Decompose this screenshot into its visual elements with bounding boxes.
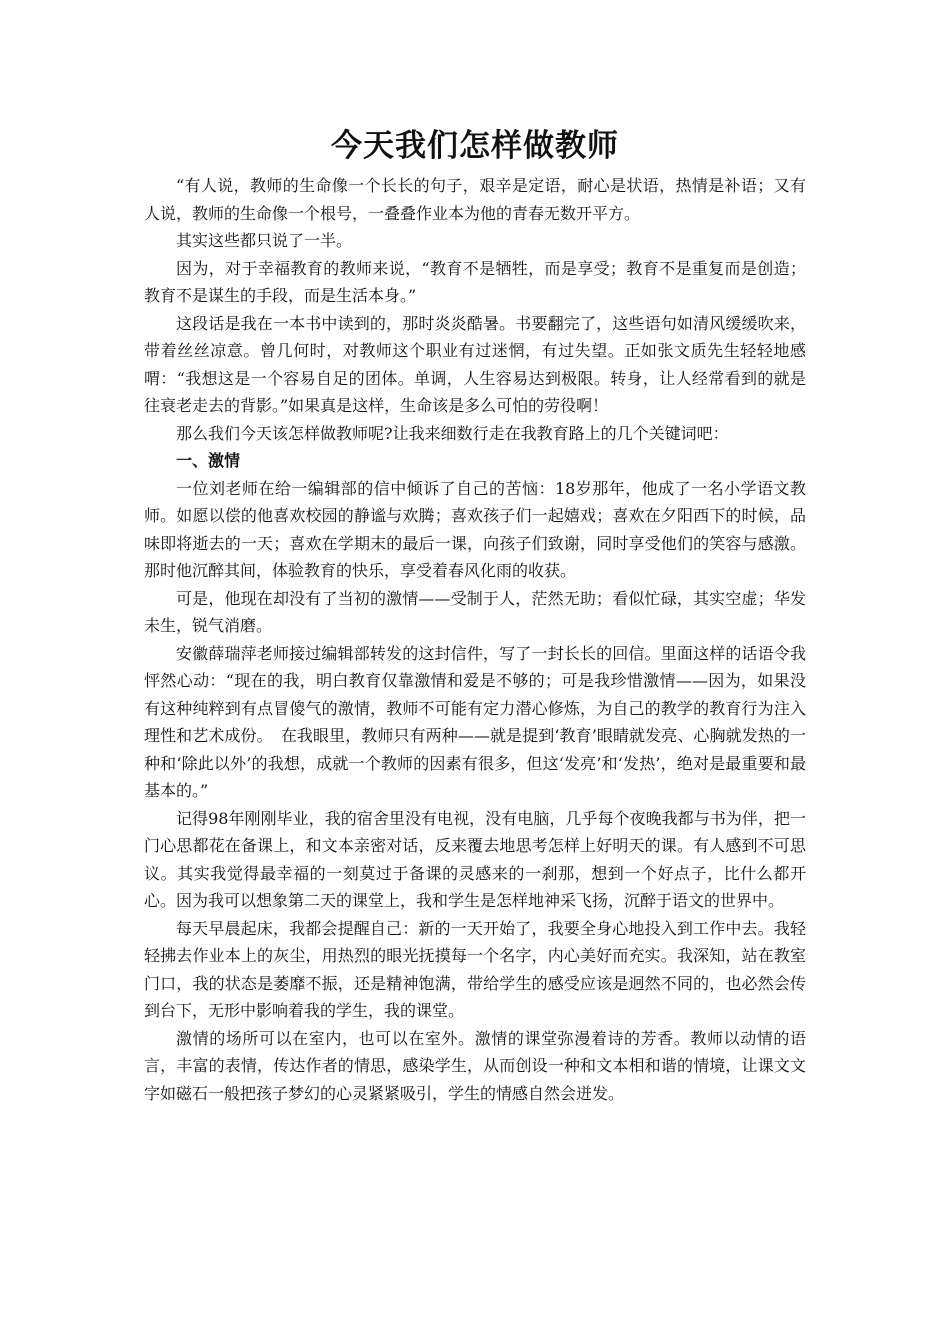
paragraph-book-reading: 这段话是我在一本书中读到的，那时炎炎酷暑。书要翻完了，这些语句如清风缓缓吹来，带着丝丝凉意。曾几何时，对教师这个职业有过迷惘，有过失望。正如张文质先生轻轻地感喟：“我想这是一个容易自足的团体。单调，人生容易达到极限。转身，让人经常看到的就是往衰老走去的背影。”如果真是这样，生命该是多么可怕的劳役啊！ [144, 313, 806, 415]
document-page [144, 124, 806, 1107]
paragraph-graduation-memory: 记得98年刚刚毕业，我的宿舍里没有电视，没有电脑，几乎每个夜晚我都与书为伴，把一门心思都花在备课上，和文本亲密对话，反来覆去地思考怎样上好明天的课。有人感到不可思议。其实我觉得最幸福的一刻莫过于备课的灵感来的一刹那，想到一个好点子，比什么都开心。因为我可以想象第二天的课堂上，我和学生是怎样地神采飞扬，沉醉于语文的世界中。 [144, 808, 806, 910]
paragraph-keywords-intro: 那么我们今天该怎样做教师呢?让我来细数行走在我教育路上的几个关键词吧： [176, 423, 729, 443]
document-title: 今天我们怎样做教师 [331, 128, 619, 164]
paragraph-reply-letter: 安徽薛瑞萍老师接过编辑部转发的这封信件，写了一封长长的回信。里面这样的话语令我怦然心动：“现在的我，明白教育仅靠激情和爱是不够的；可是我珍惜激情——因为，如果没有这种纯粹到有点冒傻气的激情，教师不可能有定力潜心修炼，为自己的教学的教育行为注入理性和艺术成份。 在我眼里，教师只有两种——就是提到‘教育’眼睛就发亮、心胸就发热的一种和‘除此以外’的我想，成就一个教师的因素有很多，但这‘发亮’和‘发热’，绝对是最重要和最基本的。” [144, 643, 806, 800]
paragraph-lost-passion: 可是，他现在却没有了当初的激情——受制于人，茫然无助；看似忙碌，其实空虚；华发未生，锐气消磨。 [144, 588, 806, 635]
paragraph-passion-places: 激情的场所可以在室内，也可以在室外。激情的课堂弥漫着诗的芳香。教师以动情的语言，丰富的表情，传达作者的情思，感染学生，从而创设一种和文本相和谐的情境，让课文文字如磁石一般把孩子梦幻的心灵紧紧吸引，学生的情感自然会迸发。 [144, 1028, 806, 1103]
paragraph-intro-quote: “有人说，教师的生命像一个长长的句子，艰辛是定语，耐心是状语，热情是补语；又有人说，教师的生命像一个根号，一叠叠作业本为他的青春无数开平方。 [144, 176, 806, 223]
paragraph-happy-education: 因为，对于幸福教育的教师来说，“教育不是牺牲，而是享受；教育不是重复而是创造；教育不是谋生的手段，而是生活本身。” [144, 258, 806, 305]
paragraph-only-half: 其实这些都只说了一半。 [176, 231, 353, 250]
paragraph-teacher-letter: 一位刘老师在给一编辑部的信中倾诉了自己的苦恼：18岁那年，他成了一名小学语文教师。如愿以偿的他喜欢校园的静谧与欢腾；喜欢孩子们一起嬉戏；喜欢在夕阳西下的时候，品味即将逝去的一天；喜欢在学期末的最后一课，向孩子们致谢，同时享受他们的笑容与感激。那时他沉醉其间，体验教育的快乐，享受着春风化雨的收获。 [144, 478, 806, 580]
section-heading-passion: 一、激情 [176, 451, 241, 470]
paragraph-morning-reminder: 每天早晨起床，我都会提醒自己：新的一天开始了，我要全身心地投入到工作中去。我轻轻拂去作业本上的灰尘，用热烈的眼光抚摸每一个名字，内心美好而充实。我深知，站在教室门口，我的状态是萎靡不振，还是精神饱满，带给学生的感受应该是迥然不同的，也必然会传到台下，无形中影响着我的学生，我的课堂。 [144, 918, 806, 1020]
